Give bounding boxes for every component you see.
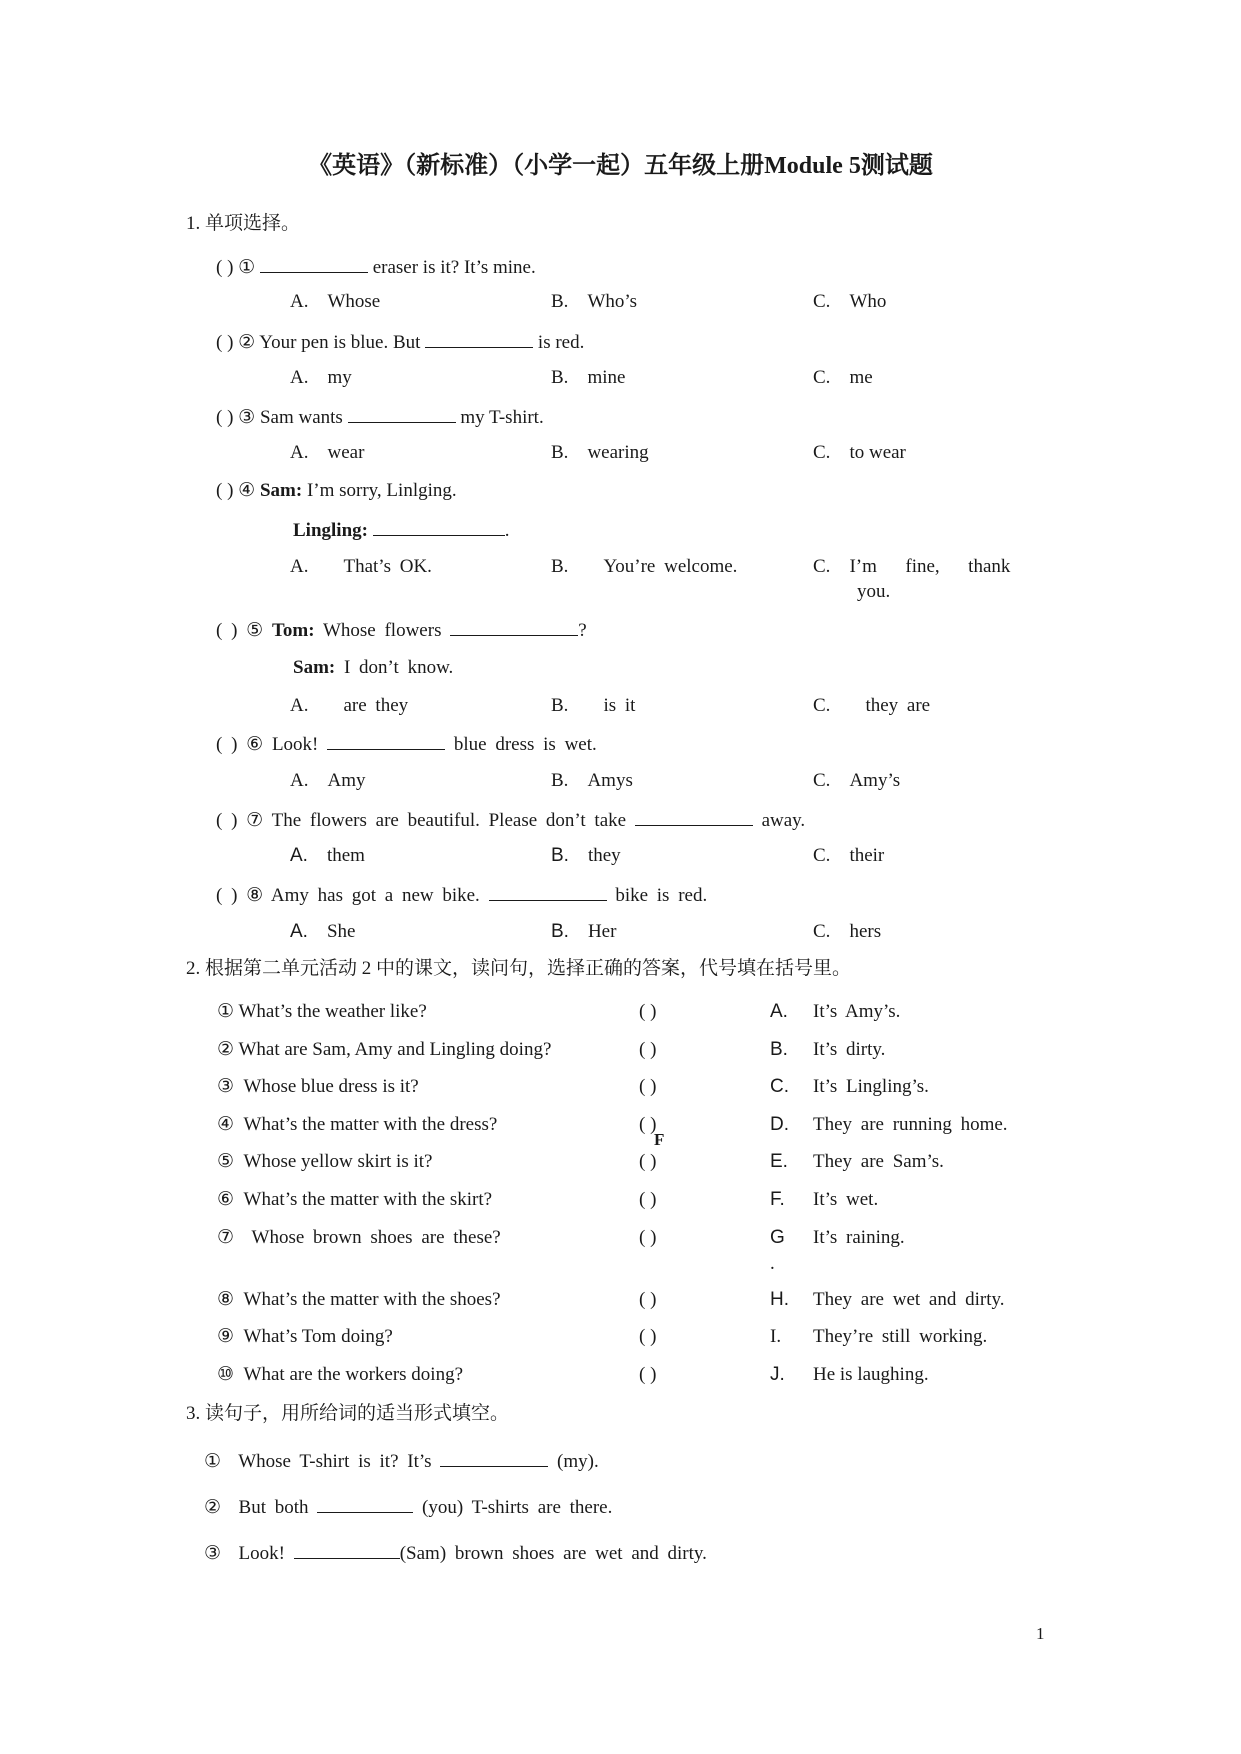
answer-paren[interactable]: ( )	[216, 620, 238, 641]
fill-question-2	[204, 1494, 612, 1520]
question-text: Whose T-shirt is it? It’s	[238, 1451, 432, 1472]
question-text: my T-shirt.	[460, 407, 544, 428]
section2-heading: 2. 根据第二单元活动 2 中的课文，读问句，选择正确的答案，代号填在括号里。	[186, 958, 852, 979]
choice-text-h: They are wet and dirty.	[813, 1289, 1005, 1310]
question-text: (Sam) brown shoes are wet and dirty.	[399, 1543, 707, 1564]
answer-paren[interactable]: ( )	[216, 407, 234, 428]
option-c: C. they are	[813, 695, 931, 716]
question-text: (you) T-shirts are there.	[422, 1497, 613, 1518]
answer-blank[interactable]	[489, 882, 607, 901]
answer-paren-5[interactable]: ( )	[639, 1151, 657, 1172]
answer-paren-7[interactable]: ( )	[639, 1227, 657, 1248]
answer-paren-10[interactable]: ( )	[639, 1364, 657, 1385]
option-a: A. are they	[290, 695, 409, 716]
choice-letter-g-dot: .	[770, 1253, 775, 1274]
match-question-2: ② What are Sam, Amy and Lingling doing?	[217, 1039, 552, 1060]
choice-letter-j: J.	[770, 1364, 785, 1385]
speaker-label: Lingling:	[293, 520, 368, 541]
answer-blank[interactable]	[450, 617, 578, 636]
answer-paren[interactable]: ( )	[216, 480, 234, 501]
option-b: B. Amys	[551, 770, 633, 791]
choice-letter-b: B.	[770, 1039, 788, 1060]
option-c: C. their	[813, 845, 885, 866]
section3-heading: 3. 读句子，用所给词的适当形式填空。	[186, 1403, 510, 1424]
question-number: ②	[238, 332, 256, 353]
question-2	[216, 329, 584, 355]
speaker-label: Tom:	[271, 620, 315, 641]
option-b: B. is it	[551, 695, 636, 716]
option-b: B. Who’s	[551, 291, 638, 312]
question-text: (my).	[557, 1451, 599, 1472]
choice-text-i: They’re still working.	[813, 1326, 988, 1347]
answer-paren[interactable]: ( )	[216, 734, 238, 755]
option-b: B. Her	[551, 921, 617, 942]
option-c: C. to wear	[813, 442, 906, 463]
question-4-reply: Lingling: .	[293, 517, 509, 543]
question-number: ①	[204, 1451, 222, 1472]
question-text: Amy has got a new bike.	[270, 885, 480, 906]
reply-text: I don’t know.	[343, 657, 454, 678]
option-a: A. Whose	[290, 291, 381, 312]
speaker-label: Sam:	[293, 657, 336, 678]
stray-answer-letter: F	[654, 1130, 665, 1149]
choice-text-f: It’s wet.	[813, 1189, 879, 1210]
match-question-6: ⑥ What’s the matter with the skirt?	[217, 1189, 493, 1210]
option-a: A. Amy	[290, 770, 366, 791]
question-number: ④	[238, 480, 256, 501]
page-number: 1	[1036, 1624, 1045, 1643]
choice-text-d: They are running home.	[813, 1114, 1008, 1135]
option-a: A. That’s OK.	[290, 556, 432, 577]
question-text: Sam wants	[259, 407, 343, 428]
question-number: ③	[238, 407, 256, 428]
question-4	[216, 479, 457, 503]
speaker-label: Sam:	[259, 480, 303, 501]
answer-blank[interactable]	[327, 731, 445, 750]
question-number: ⑧	[246, 885, 264, 906]
question-8	[216, 882, 707, 908]
question-number: ⑦	[246, 810, 264, 831]
answer-blank[interactable]	[294, 1540, 400, 1559]
choice-text-j: He is laughing.	[813, 1364, 929, 1385]
choice-text-b: It’s dirty.	[813, 1039, 886, 1060]
option-a: A. wear	[290, 442, 365, 463]
question-text: away.	[761, 810, 806, 831]
choice-letter-i: I.	[770, 1326, 782, 1347]
choice-letter-g: G	[770, 1227, 785, 1248]
match-question-5: ⑤ Whose yellow skirt is it?	[217, 1151, 433, 1172]
page-title: 《英语》（新标准）（小学一起）五年级上册Module 5测试题	[308, 153, 933, 179]
choice-letter-e: E.	[770, 1151, 788, 1172]
question-text: eraser is it? It’s mine.	[372, 257, 536, 278]
choice-letter-f: F.	[770, 1189, 785, 1210]
question-number: ①	[238, 257, 256, 278]
choice-text-a: It’s Amy’s.	[813, 1001, 901, 1022]
match-question-1: ① What’s the weather like?	[217, 1001, 427, 1022]
answer-paren-8[interactable]: ( )	[639, 1289, 657, 1310]
choice-letter-a: A.	[770, 1001, 788, 1022]
answer-paren[interactable]: ( )	[216, 885, 238, 906]
option-c: C. hers	[813, 921, 882, 942]
option-b: B. they	[551, 845, 621, 866]
match-question-3: ③ Whose blue dress is it?	[217, 1076, 419, 1097]
option-c-continued: you.	[857, 581, 891, 602]
answer-paren[interactable]: ( )	[216, 257, 234, 278]
option-b: B. wearing	[551, 442, 649, 463]
question-text: Look!	[238, 1543, 285, 1564]
match-question-10: ⑩ What are the workers doing?	[217, 1364, 464, 1385]
question-number: ⑥	[246, 734, 264, 755]
answer-blank[interactable]	[635, 807, 753, 826]
answer-paren-1[interactable]: ( )	[639, 1001, 657, 1022]
question-text: The flowers are beautiful. Please don’t take	[271, 810, 627, 831]
question-text: Your pen is blue. But	[259, 332, 421, 353]
choice-text-e: They are Sam’s.	[813, 1151, 944, 1172]
question-1	[216, 254, 536, 280]
choice-text-c: It’s Lingling’s.	[813, 1076, 929, 1097]
answer-paren-6[interactable]: ( )	[639, 1189, 657, 1210]
match-question-9: ⑨ What’s Tom doing?	[217, 1326, 393, 1347]
section1-heading: 1. 单项选择。	[186, 213, 301, 234]
match-question-4: ④ What’s the matter with the dress?	[217, 1114, 498, 1135]
answer-paren[interactable]: ( )	[216, 332, 234, 353]
question-5-reply	[293, 656, 453, 680]
question-text: is red.	[537, 332, 585, 353]
option-a: A. them	[290, 845, 365, 866]
fill-question-1	[204, 1448, 599, 1474]
answer-paren-9[interactable]: ( )	[639, 1326, 657, 1347]
answer-blank[interactable]	[440, 1448, 548, 1467]
choice-letter-d: D.	[770, 1114, 789, 1135]
answer-blank[interactable]	[317, 1494, 413, 1513]
question-text: But both	[238, 1497, 309, 1518]
option-c: C. Amy’s	[813, 770, 901, 791]
option-b: B. mine	[551, 367, 626, 388]
option-b: B. You’re welcome.	[551, 556, 738, 577]
option-c: C. I’m fine, thank	[813, 556, 1011, 577]
question-text: Look!	[271, 734, 319, 755]
answer-blank[interactable]	[260, 254, 368, 273]
question-number: ③	[204, 1543, 222, 1564]
answer-blank[interactable]	[373, 517, 505, 536]
question-number: ②	[204, 1497, 222, 1518]
question-6	[216, 731, 597, 757]
choice-letter-c: C.	[770, 1076, 789, 1097]
match-question-7: ⑦ Whose brown shoes are these?	[217, 1227, 501, 1248]
option-c: C. Who	[813, 291, 887, 312]
answer-paren-2[interactable]: ( )	[639, 1039, 657, 1060]
answer-paren-3[interactable]: ( )	[639, 1076, 657, 1097]
question-text: bike is red.	[615, 885, 708, 906]
question-text: I’m sorry, Linlging.	[306, 480, 457, 501]
answer-blank[interactable]	[425, 329, 533, 348]
answer-paren[interactable]: ( )	[216, 810, 238, 831]
option-a: A. my	[290, 367, 352, 388]
match-question-8: ⑧ What’s the matter with the shoes?	[217, 1289, 501, 1310]
question-7	[216, 807, 805, 833]
option-a: A. She	[290, 921, 356, 942]
answer-blank[interactable]	[348, 404, 456, 423]
option-c: C. me	[813, 367, 873, 388]
fill-question-3	[204, 1540, 707, 1566]
question-text: Whose flowers	[322, 620, 442, 641]
choice-text-g: It’s raining.	[813, 1227, 905, 1248]
answer-paren-4[interactable]: ( )	[639, 1114, 657, 1135]
question-text: blue dress is wet.	[453, 734, 597, 755]
question-number: ⑤	[246, 620, 264, 641]
choice-letter-h: H.	[770, 1289, 789, 1310]
question-3	[216, 404, 544, 430]
question-5: ( ) ⑤ Tom: Whose flowers ?	[216, 617, 587, 643]
